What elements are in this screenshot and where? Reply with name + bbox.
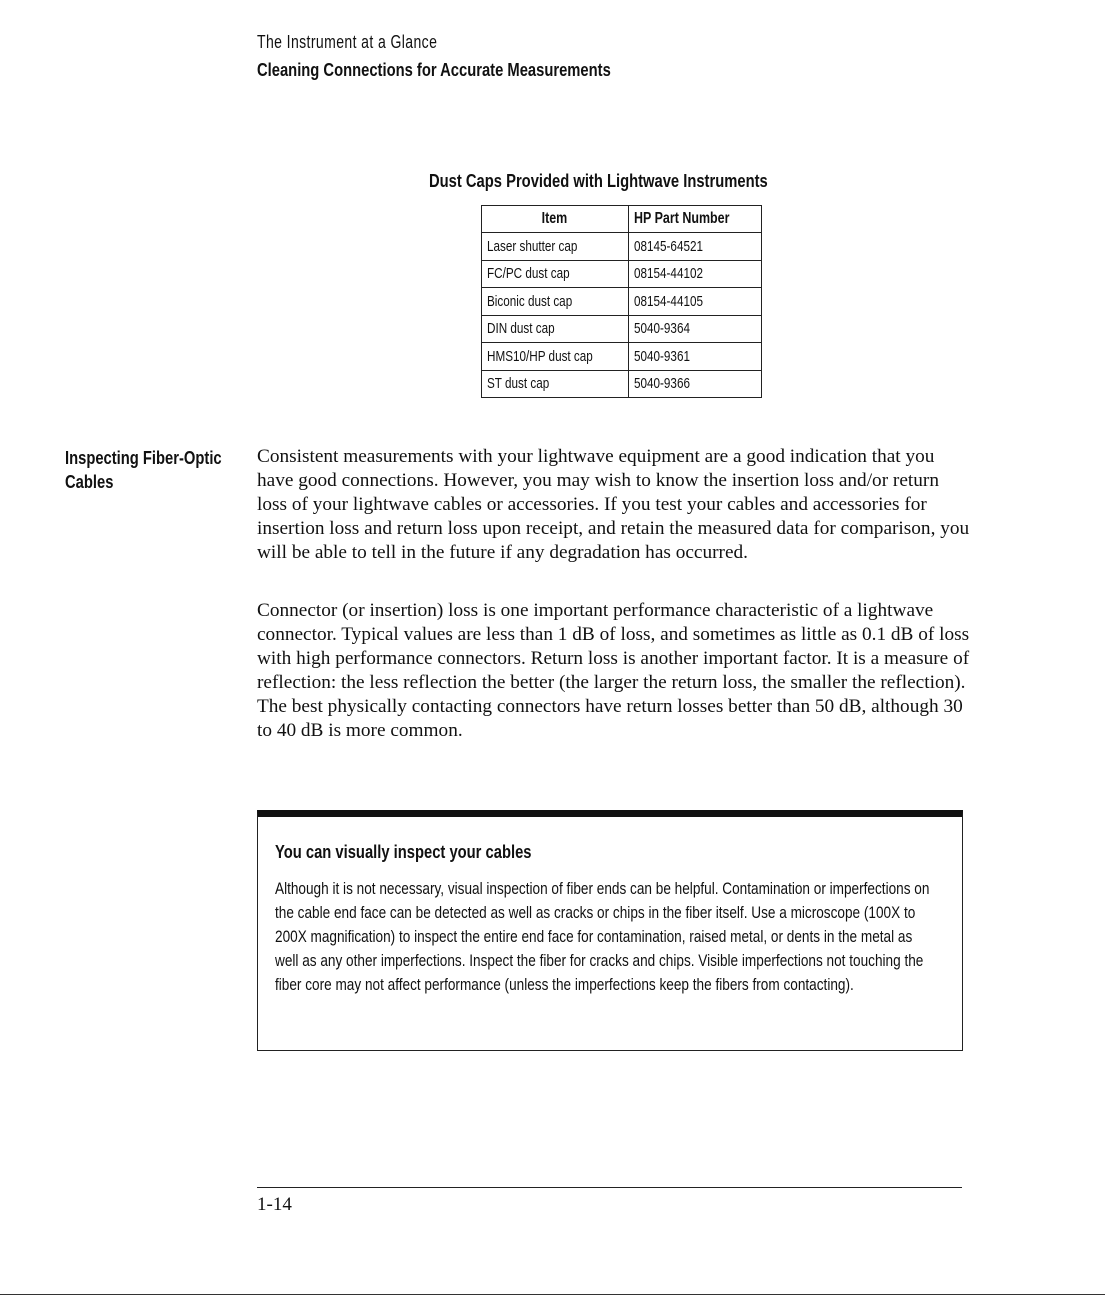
side-heading-line1: Inspecting Fiber-Optic [65,448,222,468]
table-cell-item: FC/PC dust cap [482,260,629,288]
table-cell-part-number: 5040-9366 [628,370,761,398]
running-header-title: Cleaning Connections for Accurate Measurements [257,60,611,80]
table-cell-part-number: 08145-64521 [628,233,761,261]
table-row [482,343,762,371]
side-heading [65,446,265,494]
running-header-section: The Instrument at a Glance [257,32,438,52]
table-cell-item: HMS10/HP dust cap [482,343,629,371]
column-header-item: Item [482,206,629,233]
table-header-row [482,206,762,233]
page-edge-rule [0,1294,1105,1295]
page-number: 1-14 [257,1194,292,1215]
table-caption: Dust Caps Provided with Lightwave Instruments [429,171,768,191]
table-cell-part-number: 5040-9364 [628,315,761,343]
table-row [482,370,762,398]
table-cell-item: Biconic dust cap [482,288,629,316]
column-header-part-number: HP Part Number [628,206,761,233]
side-heading-line2: Cables [65,472,114,492]
table-cell-item: ST dust cap [482,370,629,398]
body-paragraph: Consistent measurements with your lightwave equipment are a good indication that you have good connections. However, you may wish to know the insertion loss and/or return loss of your lightwave cables or accessories. If you test your cables and accessories for insertion loss and return loss upon receipt, and retain the measured data for comparison, you will be able to tell in the future if any degradation has occurred. [257,446,970,563]
footer-rule [257,1187,962,1188]
table-row [482,315,762,343]
note-box [257,810,963,1051]
body-paragraph: Connector (or insertion) loss is one important performance characteristic of a lightwave connector. Typical values are less than 1 dB of loss, and sometimes as little as 0.1 dB of loss with high performance connectors. Return loss is another important factor. It is a measure of reflection: the less reflection the better (the larger the return loss, the smaller the reflection). The best physically contacting connectors have return losses better than 50 dB, although 30 to 40 dB is more common. [257,600,970,741]
table-cell-item: DIN dust cap [482,315,629,343]
table-cell-part-number: 5040-9361 [628,343,761,371]
table-row [482,260,762,288]
table-cell-part-number: 08154-44102 [628,260,761,288]
table-row [482,288,762,316]
table-row [482,233,762,261]
note-title: You can visually inspect your cables [275,842,532,862]
note-body: Although it is not necessary, visual inspection of fiber ends can be helpful. Contamination or imperfections on the cable end face can be detected as well as cracks or chips in the fiber itself. Use a microscope (100X to 200X magnification) to inspect the entire end face for contamination, raised metal, or dents in the metal as well as any other imperfections. Inspect the fiber for cracks and chips. Visible imperfections not touching the fiber core may not affect performance (unless the imperfections keep the fibers from contacting). [275,879,930,994]
table-cell-part-number: 08154-44105 [628,288,761,316]
dust-caps-table [481,205,762,398]
table-cell-item: Laser shutter cap [482,233,629,261]
